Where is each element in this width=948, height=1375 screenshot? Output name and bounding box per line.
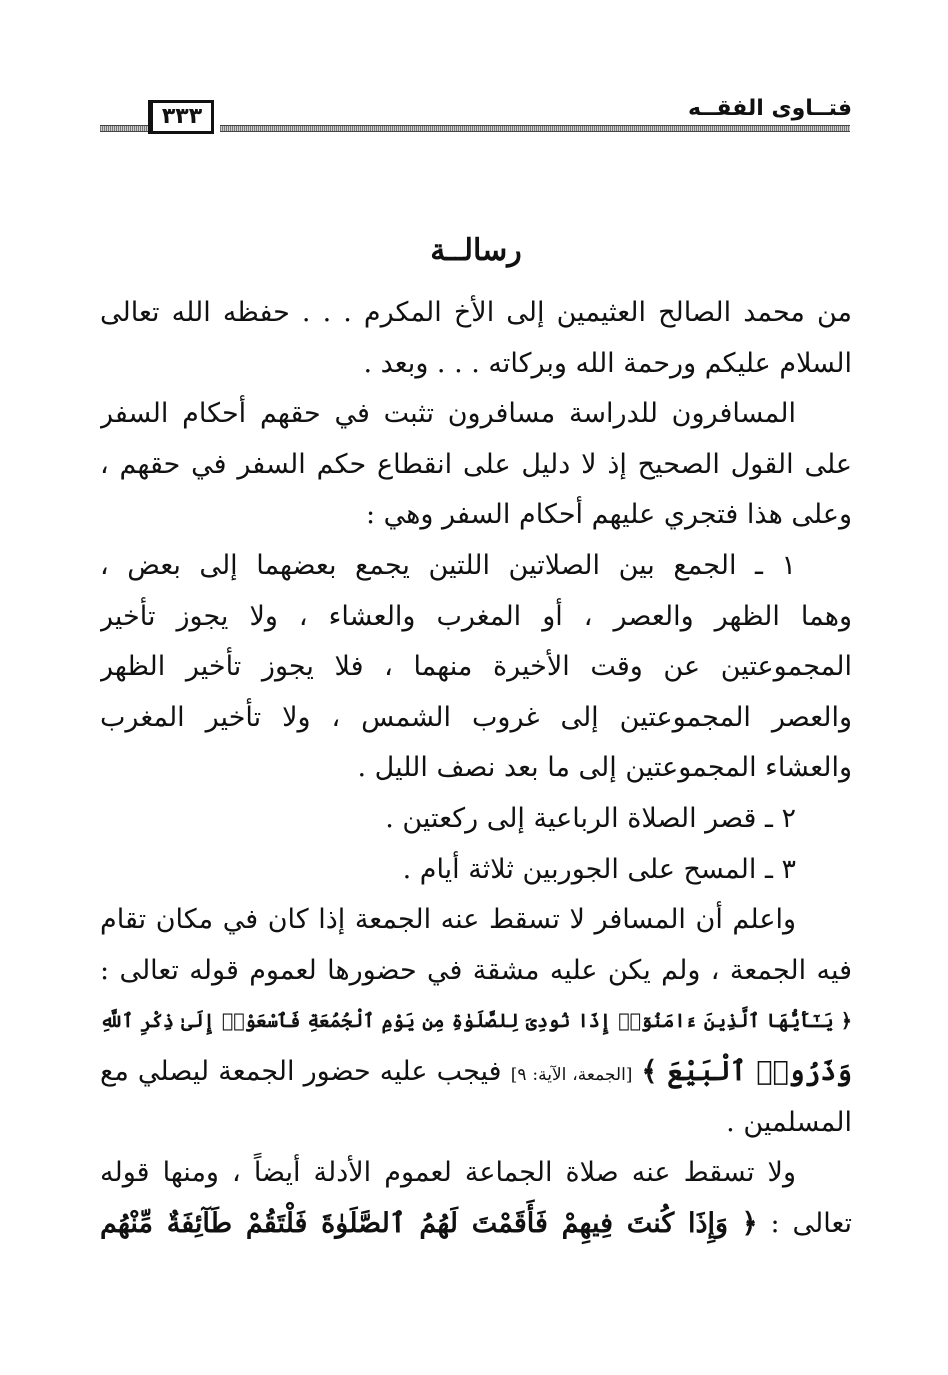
text-line: وعلى هذا فتجري عليهم أحكام السفر وهي :	[366, 499, 852, 531]
text-line: واعلم أن المسافر لا تسقط عنه الجمعة إذا كان في مكان تقام	[100, 904, 796, 936]
text-line: والعصر المجموعتين إلى غروب الشمس ، ولا تأخير المغرب	[100, 701, 852, 733]
text-line: وهما الظهر والعصر ، أو المغرب والعشاء ، ولا يجوز تأخير	[100, 600, 852, 632]
quran-verse-line: ﴿ يَـٰٓأَيُّهَا ٱلَّذِينَ ءَامَنُوٓا۟ إِذَا نُودِىَ لِلصَّلَوٰةِ مِن يَوْمِ ٱلْجُمُعَةِ فَٱسْعَوْا۟ إِلَىٰ ذِكْرِ ٱللَّهِ	[100, 1010, 852, 1033]
text-line: ٣ ـ المسح على الجوربين ثلاثة أيام .	[402, 853, 796, 885]
text-line: المسافرون للدراسة مسافرون تثبت في حقهم أحكام السفر	[100, 398, 796, 430]
text-segment: تعالى :	[770, 1207, 852, 1239]
text-line: المجموعتين عن وقت الأخيرة منهما ، فلا يجوز تأخير الظهر	[100, 651, 852, 683]
running-title: فتــاوى الفقــه	[687, 96, 852, 121]
verse-reference: [الجمعة، الآية: ٩]	[510, 1064, 633, 1085]
page-number: ٣٣٣	[148, 100, 214, 134]
quran-verse-start: ﴿ وَإِذَا كُنتَ فِيهِمْ فَأَقَمْتَ لَهُمُ ٱلصَّلَوٰةَ فَلْتَقُمْ طَآئِفَةٌ مِّنْهُم	[100, 1207, 758, 1239]
text-line: ١ ـ الجمع بين الصلاتين اللتين يجمع بعضهما إلى بعض ،	[100, 549, 796, 581]
page-header	[0, 0, 948, 150]
text-line: والعشاء المجموعتين إلى ما بعد نصف الليل .	[357, 752, 852, 784]
text-line: على القول الصحيح إذ لا دليل على انقطاع حكم السفر في حقهم ،	[100, 448, 852, 480]
text-line: فيه الجمعة ، ولم يكن عليه مشقة في حضورها لعموم قوله تعالى :	[100, 954, 852, 986]
text-line: السلام عليكم ورحمة الله وبركاته . . . وبعد .	[363, 347, 852, 379]
text-line: من محمد الصالح العثيمين إلى الأخ المكرم . . . حفظه الله تعالى	[100, 297, 852, 328]
text-line: المسلمين .	[726, 1106, 852, 1138]
quran-verse-end: وَذَرُوا۟ ٱلْبَيْعَ ﴾	[641, 1055, 852, 1087]
text-segment: فيجب عليه حضور الجمعة ليصلي مع	[100, 1055, 502, 1087]
header-rule-right	[220, 125, 850, 132]
header-rule-left	[100, 125, 148, 132]
text-line: ولا تسقط عنه صلاة الجماعة لعموم الأدلة أيضاً ، ومنها قوله	[100, 1157, 796, 1189]
page-body	[100, 226, 852, 1249]
text-line-with-reference	[100, 1047, 852, 1098]
section-heading: رسالــة	[430, 233, 522, 268]
text-line: ٢ ـ قصر الصلاة الرباعية إلى ركعتين .	[385, 802, 796, 834]
text-line-with-verse	[100, 1199, 852, 1250]
